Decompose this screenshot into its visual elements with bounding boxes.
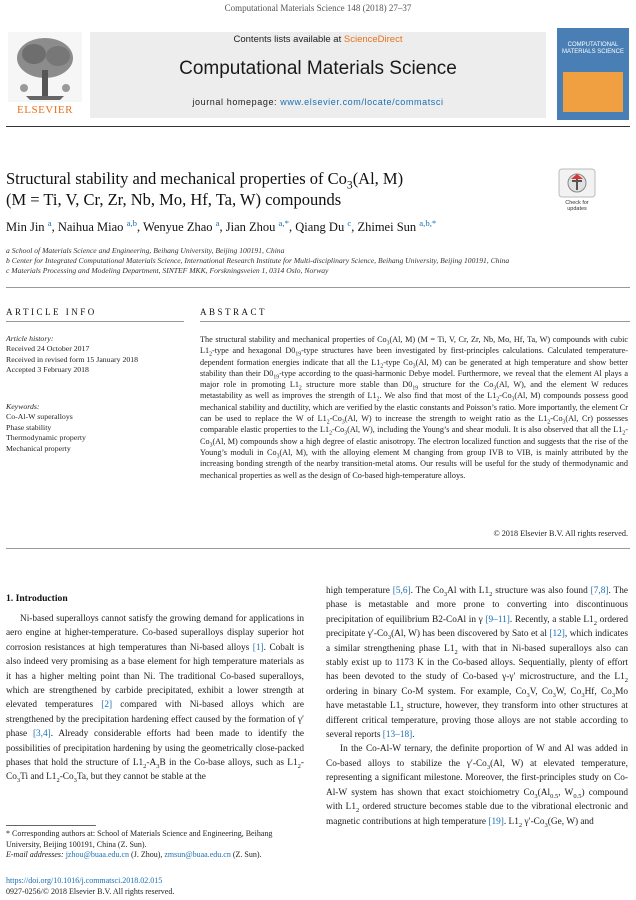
cover-image (563, 72, 623, 112)
keyword-item[interactable]: Co-Al-W superalloys (6, 412, 73, 422)
corresponding-author-footnote (6, 829, 306, 861)
crossmark-icon (557, 168, 597, 198)
body-column-right (326, 584, 628, 829)
introduction-heading: 1. Introduction (6, 593, 68, 604)
keyword-item[interactable]: Thermodynamic property (6, 433, 86, 443)
author-list: Min Jin $^a$, Naihua Miao $^{a,b}$, Wenyue Zhao $^a$, Jian Zhou $^{a,*}$, Qiang Du $^c$, Zhimei Sun $^{a,b,*}$ (6, 217, 437, 234)
keywords (6, 402, 184, 454)
author-name[interactable]: Qiang Du (295, 220, 345, 234)
abstract-rule (200, 321, 630, 322)
section-rule (6, 287, 630, 288)
body-rule (6, 548, 630, 549)
author-name[interactable]: Jian Zhou (225, 220, 276, 234)
cover-title: COMPUTATIONAL MATERIALS SCIENCE (562, 42, 624, 55)
abstract-copyright: © 2018 Elsevier B.V. All rights reserved. (493, 529, 628, 538)
abstract-heading: ABSTRACT (200, 307, 268, 317)
journal-name[interactable]: Computational Materials Science (179, 58, 457, 79)
sciencedirect-link[interactable]: ScienceDirect (343, 34, 403, 45)
email-addresses: E-mail addresses: jzhou@buaa.edu.cn (J. Zhou), zmsun@buaa.edu.cn (Z. Sun). (6, 850, 262, 860)
history-item: Received in revised form 15 January 2018 (6, 354, 139, 364)
header-rule (6, 126, 630, 127)
article-info-heading: ARTICLE INFO (6, 307, 97, 317)
keywords-label: Keywords: (6, 402, 40, 411)
footnote-rule (6, 825, 96, 826)
email-link[interactable]: zmsun@buaa.edu.cn (164, 850, 231, 860)
journal-cover-thumbnail[interactable] (557, 28, 629, 120)
affiliation-b: b Center for Integrated Computational Materials Science, International Research Institute for Multi-disciplinary Science, Beihang University, Beijing 100191, China (6, 256, 510, 265)
article-history-label: Article history: (6, 334, 54, 343)
article-title-line-2: (M = Ti, V, Cr, Zr, Nb, Mo, Hf, Ta, W) compounds (6, 190, 342, 209)
contents-availability: Contents lists available at ScienceDirect (233, 34, 403, 45)
elsevier-wordmark: ELSEVIER (17, 104, 73, 116)
issn-copyright: 0927-0256/© 2018 Elsevier B.V. All rights reserved. (6, 887, 175, 896)
email-link[interactable]: jzhou@buaa.edu.cn (65, 850, 130, 860)
keyword-item[interactable]: Phase stability (6, 422, 52, 432)
paragraph: high temperature [5,6]. The $Co_3Al$ with $L1_2$ structure was also found [7,8]. The phase is metastable and more prone to converting into discontinuous precipitation of equilibrium B2-CoAl in γ [9–11]. Recently, a stable $L1_2$ ordered precipitate $\gamma'-Co_3(Al$, W) has been discovered by Sato et al [12], which indicates a similar strengthening phase $L1_2$ with that in Ni-based superalloys also can stably exist up to 1173 K in the Co-based alloys. Sequentially, plenty of effort has been devoted to the study of Co-based γ-γ′ microstructure, and the $L1_2$ ordering in binary Co-M system. For example, $Co_3V$, $Co_3W$, $Co_3Hf$, $Co_3Mo$ have metastable $L1_2$ structure, however, they transform into other structures at different critical temperature, proving those alloys are not stable according to several reports [13–18]. (326, 586, 629, 741)
article-info-rule (6, 321, 184, 322)
history-item: Received 24 October 2017 (6, 344, 90, 354)
author-name[interactable]: Min Jin (6, 220, 45, 234)
doi-link[interactable]: https://doi.org/10.1016/j.commatsci.2018.02.015 (6, 876, 163, 885)
article-history (6, 334, 184, 376)
body-column-left (6, 612, 304, 785)
journal-homepage-link[interactable]: www.elsevier.com/locate/commatsci (280, 97, 444, 107)
author-name[interactable]: Naihua Miao (57, 220, 124, 234)
corresponding-author-note: * Corresponding authors at: School of Materials Science and Engineering, Beihang University, Beijing 100191, China (Z. Sun). (6, 829, 273, 849)
article-title (6, 168, 546, 210)
paragraph: Ni-based superalloys cannot satisfy the growing demand for applications in aero engine at higher-temperature. Co-based superalloys display superior hot corrosion resistances at high temperatures than Ni-based alloys [1]. Cobalt is also indeed very promising as a base element for high temperature materials as it has a higher melting point than Ni. The traditional Co-based superalloys, which are strengthened by carbide precipitated, exhibit a lower strength at elevated temperatures [2] compared with Ni-based alloys which are strengthened by the precipitation hardening effect caused by the formation of γ′ phase [3,4]. Already considerable efforts had been made to identify the possibilities of precipitation hardening by using the geometrically close-packed phases that hold the structure of $L1_2-A_3B$ in the Co-base alloys, such as $L1_2-Co_3Ti$ and $L1_2-Co_3Ta$, but they cannot be stable at the (6, 614, 305, 785)
author-name[interactable]: Zhimei Sun (357, 220, 417, 234)
author-name[interactable]: Wenyue Zhao (143, 220, 213, 234)
abstract-body: The structural stability and mechanical properties of $Co_3(Al$, M) (M = Ti, V, Cr, Zr, Nb, Mo, Hf, Ta, W) compounds with cubic $L1_2$-type and hexagonal $D0_{19}$-type structures have been investigated by first-principles calculations. Calculated temperature-dependent formation energies indicate that all the $L1_2$-type $Co_3(Al$, M) can be generated at high temperature and show better stability than their $D0_{19}$-type according to the quasi-harmonic Debye model. Furthermore, we reveal that the element Al plays a major role in promoting $L1_2$ structure more stable than $D0_{19}$ structure for the $Co_3(Al$, W), and the element W reduces metastability as well as improves the strength of $L1_2$. We also find that most of the $L1_2-Co_3(Al$, M) compounds possess good mechanical stability and ductility, which are verified by the elastic constants and Poisson’s ratio. More importantly, the element Cr can be used to replace the W of $L1_2-Co_3(Al$, W) to increase the strength to weight ratio as the $L1_2-Co_3(Al$, Cr) possesses comparable elastic properties to the $L1_2-Co_3(Al$, W), including the Young’s and shear moduli. It is also observed that all the $L1_2-Co_3(Al$, M) compounds show a high degree of elastic anisotropy. The electron localized function and suggests that the rise of the Young’s moduli in $Co_3(Al$, M), with the alloying element M changing from group IVB to VIB, is mainly attributed by the increasing bonding strength of the nearby transition-metal atoms. Our results will be useful for the study of thermodynamic and mechanical properties as well as the design of Co-based high-temperature alloys. (200, 335, 628, 480)
paragraph: In the Co-Al-W ternary, the definite proportion of W and Al was added in Co-based alloys to stabilize the $\gamma'-Co_3(Al$, W) at elevated temperature, representing a significant milestone. Moreover, the first-principles study on Co-Al-W system has shown that exact stoichiometry $Co_3(Al_{0.5}$, $W_{0.5}$) compound with $L1_2$ ordered structure becomes stable due to the vibrational electronic and magnetic contributions at high temperature [19]. $L1_2$ $\gamma'-Co_3(Ge$, W) and (326, 744, 628, 829)
journal-citation: Computational Materials Science 148 (2018) 27–37 (224, 3, 412, 13)
affiliation-c: c Materials Processing and Modeling Department, SINTEF MKK, Forskningsveien 1, 0314 Oslo, Norway (6, 266, 329, 275)
keyword-item[interactable]: Mechanical property (6, 443, 71, 453)
check-for-updates-badge[interactable] (557, 168, 597, 212)
check-for-updates-label: Check for updates (565, 200, 589, 212)
affiliation-a: a School of Materials Science and Engineering, Beihang University, Beijing 100191, China (6, 246, 285, 255)
journal-homepage: journal homepage: www.elsevier.com/locate/commatsci (192, 97, 444, 107)
article-title-line-1: Structural stability and mechanical properties of $Co_3(Al$, M) (6, 169, 404, 192)
history-item: Accepted 3 February 2018 (6, 365, 89, 375)
